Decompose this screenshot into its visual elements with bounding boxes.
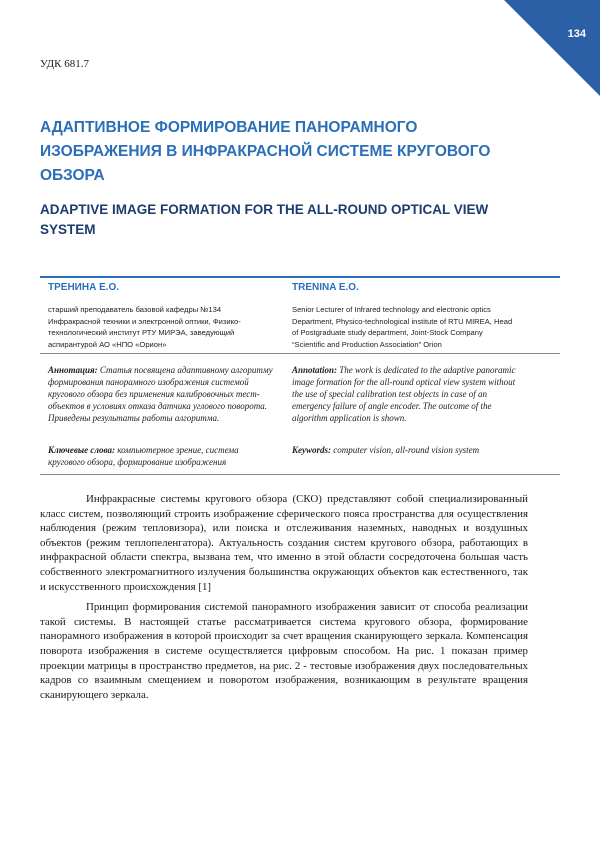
title-russian: АДАПТИВНОЕ ФОРМИРОВАНИЕ ПАНОРАМНОГО ИЗОБРАЖЕНИЯ В ИНФРАКРАСНОЙ СИСТЕМЕ КРУГОВОГО ОБЗОРА <box>40 119 491 184</box>
abstract-divider <box>40 474 560 475</box>
affiliation-divider <box>40 353 560 354</box>
keywords-ru-label: Ключевые слова: <box>48 445 115 455</box>
author-ru: ТРЕНИНА Е.О. <box>48 282 120 293</box>
header-rule <box>40 276 560 278</box>
keywords-en <box>292 444 517 456</box>
affiliation-en: Senior Lecturer of Infrared technology and electronic optics Department, Physico-technological institute of RTU MIREA, Head of Postgraduate study department, Joint-Stock Company “Scientific and Production Association” Orion <box>292 305 513 349</box>
title-english: ADAPTIVE IMAGE FORMATION FOR THE ALL-ROUND OPTICAL VIEW SYSTEM <box>40 202 489 237</box>
author-en: TRENINA E.O. <box>292 282 359 293</box>
keywords-en-label: Keywords: <box>292 445 331 455</box>
keywords-en-text: computer vision, all-round vision system <box>333 445 480 455</box>
body-paragraph-1: Инфракрасные системы кругового обзора (СКО) представляют собой специализированный класс систем, позволяющий строить изображение сферического пояса пространства для осуществления наблюдения (режим тепловизора), или поиска и отслеживания наземных, наводных и воздушных объектов (режим теплопеленгатора). Актуальность создания систем кругового обзора, работающих в инфракрасной области спектра, вызвана тем, что именно в этой области сосредоточена большая часть собственного электромагнитного излучения большинства окружающих объектов как естественного, так и искусственного происхождения [1] <box>40 493 528 593</box>
keywords-ru-text: компьютерное зрение, система кругового обзора, формирование изображения <box>48 445 239 467</box>
page-number: 134 <box>567 28 586 40</box>
abstract-en-text: The work is dedicated to the adaptive panoramic image formation for the all-round optical view system without the use of special calibration test objects in case of an emergency failure of angle encoder. The outcome of the algorithm application is shown. <box>292 365 516 423</box>
abstract-ru-label: Аннотация: <box>48 365 98 375</box>
abstract-en-label: Annotation: <box>292 365 338 375</box>
abstract-en <box>292 364 517 424</box>
article-body <box>40 492 528 708</box>
keywords-ru <box>48 444 273 468</box>
abstract-ru <box>48 364 273 424</box>
udk-code: УДК 681.7 <box>40 58 90 70</box>
body-paragraph-2: Принцип формирования системой панорамного изображения зависит от способа реализации такой системы. В настоящей статье рассматривается система кругового обзора, формирование панорамного изображения в которой происходит за счет вращения сканирующего зеркала. Компенсация поворота изображения в системе осуществляется цифровым способом. На рис. 1 показан пример проекции матрицы в пространство предметов, на рис. 2 - тестовые изображения двух последовательных кадров со взаимным смещением и поворотом изображения, возникающим в результате вращения сканирующего зеркала. <box>40 601 528 701</box>
page-corner-triangle <box>504 0 600 96</box>
affiliation-ru: старший преподаватель базовой кафедры №134 Инфракрасной техники и электронной оптики, Физико-технологический институт РТУ МИРЭА, заведующий аспирантурой АО «НПО «Орион» <box>48 305 241 349</box>
abstract-ru-text: Статья посвящена адаптивному алгоритму формирования панорамного изображения системой кругового обзора без применения калибровочных тест-объектов в условиях отказа датчика углового поворота. Приведены результаты работы алгоритма. <box>48 365 273 423</box>
